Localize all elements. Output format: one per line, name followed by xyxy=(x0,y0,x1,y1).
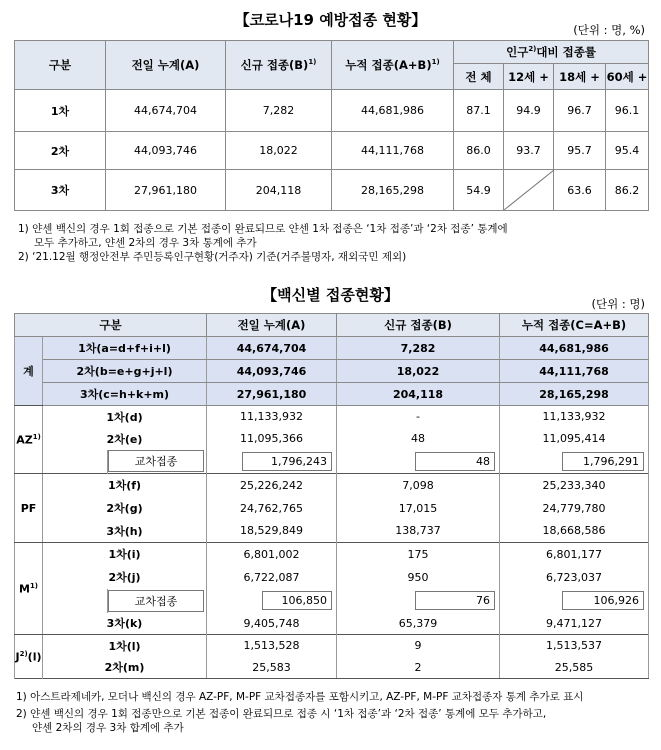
table-row: 3차(h) 18,529,849 138,737 18,668,586 xyxy=(15,520,649,543)
table-row: 계 1차(a=d+f+i+l) 44,674,704 7,282 44,681,986 xyxy=(15,337,649,360)
table2-unit: (단위 : 명) xyxy=(591,297,645,311)
table1-unit: (단위 : 명, %) xyxy=(573,23,645,37)
table-row: $M^{1)}$ 1차(i) 6,801,002 175 6,801,177 xyxy=(15,543,649,566)
group-pf: PF xyxy=(15,474,43,543)
table-row: 2차(b=e+g+j+l) 44,093,746 18,022 44,111,768 xyxy=(15,360,649,383)
header-age12: 12세 + xyxy=(504,64,554,90)
diagonal-line xyxy=(504,170,554,210)
table-row-cross: 교차접종 1,796,243 48 1,796,291 xyxy=(15,450,649,474)
table2-title: 【백신별 접종현황】 xyxy=(262,286,399,304)
table-row: 2차(m) 25,583 2 25,585 xyxy=(15,657,649,679)
header-age18: 18세 + xyxy=(554,64,606,90)
diagonal-empty-cell xyxy=(504,170,554,211)
group-m: $M^{1)}$ xyxy=(15,543,43,635)
header-category: 구분 xyxy=(15,314,207,337)
table-row: PF 1차(f) 25,226,242 7,098 25,233,340 xyxy=(15,474,649,497)
header-cumulative: 누적 접종(C=A+B) xyxy=(500,314,649,337)
table-row: $J^{2)}(l)$ 1차(l) 1,513,528 9 1,513,537 xyxy=(15,635,649,657)
group-az: AZ$^{1)}$ xyxy=(15,406,43,474)
table1-title: 【코로나19 예방접종 현황】 xyxy=(234,11,427,29)
header-prev-total: 전일 누계(A) xyxy=(106,41,226,90)
header-population-rate: 인구$^{2)}$대비 접종률 xyxy=(454,41,649,64)
header-all: 전 체 xyxy=(454,64,504,90)
header-cumulative: 누적 접종$(A+B)^{1)}$ xyxy=(332,41,454,90)
table-row: 1차 44,674,704 7,282 44,681,986 87.1 94.9 96.7 96.1 xyxy=(15,90,649,132)
table-row: 2차 44,093,746 18,022 44,111,768 86.0 93.7 95.7 95.4 xyxy=(15,132,649,170)
header-age60: 60세 + xyxy=(606,64,649,90)
header-new: 신규 접종(B) xyxy=(337,314,500,337)
table2-notes: 1) 아스트라제네카, 모더나 백신의 경우 AZ-PF, M-PF 교차접종자를 포함시키고, AZ-PF, M-PF 교차접종자 통계 추가로 표시 2) 얀센 백신의 경우 1회 접종만으로 기본 접종이 완료되므로 접종 시 ‘1차 접종’과 ‘2차 접종’ 통계에 모두 추가하고, 얀센 2차의 경우 3차 합계에 추가 xyxy=(16,691,584,734)
table-row: 2차(j) 6,722,087 950 6,723,037 xyxy=(15,566,649,589)
vaccine-breakdown-table xyxy=(14,313,649,679)
table-row: 3차(c=h+k+m) 27,961,180 204,118 28,165,298 xyxy=(15,383,649,406)
header-prev-total: 전일 누계(A) xyxy=(207,314,337,337)
table-row: 2차(g) 24,762,765 17,015 24,779,780 xyxy=(15,497,649,520)
header-category: 구분 xyxy=(15,41,106,90)
table-row: 2차(e) 11,095,366 48 11,095,414 xyxy=(15,428,649,450)
vaccination-status-table xyxy=(14,40,649,211)
group-total: 계 xyxy=(15,337,43,406)
table-row: 3차 27,961,180 204,118 28,165,298 54.9 63.6 86.2 xyxy=(15,170,649,211)
header-new: 신규 접종$(B)^{1)}$ xyxy=(226,41,332,90)
table-row: 3차(k) 9,405,748 65,379 9,471,127 xyxy=(15,613,649,635)
table-row: AZ$^{1)}$ 1차(d) 11,133,932 - 11,133,932 xyxy=(15,406,649,428)
table1-notes: 1) 얀센 백신의 경우 1회 접종으로 기본 접종이 완료되므로 얀센 1차 접종은 ‘1차 접종’과 ‘2차 접종’ 통계에 모두 추가하고, 얀센 2차의 경우 3차 통계에 추가 2) ‘21.12월 행정안전부 주민등록인구현황(거주자) 기준(거주불명자, 재외국민 제외) xyxy=(18,223,508,263)
group-j: $J^{2)}(l)$ xyxy=(15,635,43,679)
table-row-cross: 교차접종 106,850 76 106,926 xyxy=(15,589,649,613)
